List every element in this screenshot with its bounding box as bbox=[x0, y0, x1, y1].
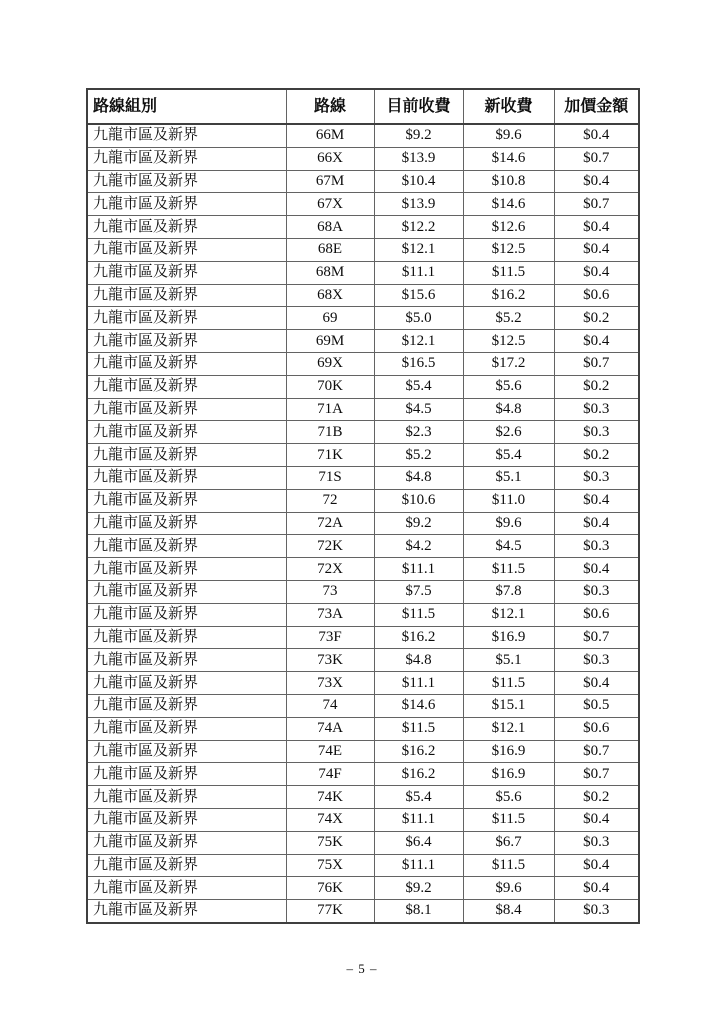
current-fare-cell: $16.5 bbox=[374, 352, 463, 375]
new-fare-cell: $14.6 bbox=[463, 147, 554, 170]
route-group-cell: 九龍市區及新界 bbox=[87, 900, 286, 923]
route-cell: 75K bbox=[286, 831, 374, 854]
current-fare-cell: $5.2 bbox=[374, 444, 463, 467]
route-cell: 71A bbox=[286, 398, 374, 421]
current-fare-cell: $7.5 bbox=[374, 580, 463, 603]
route-cell: 72A bbox=[286, 512, 374, 535]
route-cell: 73K bbox=[286, 649, 374, 672]
table-row bbox=[87, 649, 639, 672]
route-cell: 67X bbox=[286, 193, 374, 216]
increase-amount-cell: $0.4 bbox=[554, 124, 639, 147]
route-group-cell: 九龍市區及新界 bbox=[87, 170, 286, 193]
current-fare-cell: $2.3 bbox=[374, 421, 463, 444]
route-cell: 74F bbox=[286, 763, 374, 786]
current-fare-cell: $13.9 bbox=[374, 147, 463, 170]
route-group-cell: 九龍市區及新界 bbox=[87, 147, 286, 170]
route-group-cell: 九龍市區及新界 bbox=[87, 489, 286, 512]
new-fare-cell: $6.7 bbox=[463, 831, 554, 854]
table-row bbox=[87, 147, 639, 170]
new-fare-cell: $10.8 bbox=[463, 170, 554, 193]
increase-amount-cell: $0.4 bbox=[554, 238, 639, 261]
current-fare-cell: $4.8 bbox=[374, 649, 463, 672]
new-fare-cell: $4.8 bbox=[463, 398, 554, 421]
current-fare-cell: $8.1 bbox=[374, 900, 463, 923]
route-cell: 68A bbox=[286, 216, 374, 239]
route-group-cell: 九龍市區及新界 bbox=[87, 694, 286, 717]
table-row bbox=[87, 854, 639, 877]
route-cell: 73X bbox=[286, 672, 374, 695]
table-row bbox=[87, 216, 639, 239]
route-group-cell: 九龍市區及新界 bbox=[87, 307, 286, 330]
table-row bbox=[87, 124, 639, 147]
increase-amount-cell: $0.7 bbox=[554, 193, 639, 216]
new-fare-cell: $11.5 bbox=[463, 672, 554, 695]
current-fare-cell: $11.5 bbox=[374, 717, 463, 740]
current-fare-cell: $12.1 bbox=[374, 238, 463, 261]
new-fare-cell: $8.4 bbox=[463, 900, 554, 923]
new-fare-cell: $11.5 bbox=[463, 808, 554, 831]
route-group-cell: 九龍市區及新界 bbox=[87, 193, 286, 216]
route-cell: 69M bbox=[286, 330, 374, 353]
column-header-new-fare: 新收費 bbox=[463, 89, 554, 124]
route-group-cell: 九龍市區及新界 bbox=[87, 831, 286, 854]
table-row bbox=[87, 489, 639, 512]
current-fare-cell: $4.8 bbox=[374, 466, 463, 489]
increase-amount-cell: $0.3 bbox=[554, 831, 639, 854]
table-row bbox=[87, 900, 639, 923]
route-group-cell: 九龍市區及新界 bbox=[87, 352, 286, 375]
column-header-current-fare: 目前收費 bbox=[374, 89, 463, 124]
increase-amount-cell: $0.4 bbox=[554, 512, 639, 535]
route-group-cell: 九龍市區及新界 bbox=[87, 512, 286, 535]
new-fare-cell: $5.1 bbox=[463, 466, 554, 489]
route-group-cell: 九龍市區及新界 bbox=[87, 877, 286, 900]
route-cell: 77K bbox=[286, 900, 374, 923]
table-row bbox=[87, 717, 639, 740]
new-fare-cell: $16.2 bbox=[463, 284, 554, 307]
current-fare-cell: $15.6 bbox=[374, 284, 463, 307]
route-cell: 74K bbox=[286, 786, 374, 809]
new-fare-cell: $14.6 bbox=[463, 193, 554, 216]
current-fare-cell: $11.1 bbox=[374, 672, 463, 695]
page-number: – 5 – bbox=[346, 961, 378, 976]
current-fare-cell: $9.2 bbox=[374, 877, 463, 900]
new-fare-cell: $5.1 bbox=[463, 649, 554, 672]
current-fare-cell: $16.2 bbox=[374, 740, 463, 763]
current-fare-cell: $16.2 bbox=[374, 763, 463, 786]
new-fare-cell: $16.9 bbox=[463, 740, 554, 763]
table-row bbox=[87, 831, 639, 854]
route-group-cell: 九龍市區及新界 bbox=[87, 763, 286, 786]
increase-amount-cell: $0.6 bbox=[554, 603, 639, 626]
fare-table bbox=[86, 88, 640, 924]
new-fare-cell: $7.8 bbox=[463, 580, 554, 603]
current-fare-cell: $5.4 bbox=[374, 375, 463, 398]
new-fare-cell: $11.0 bbox=[463, 489, 554, 512]
increase-amount-cell: $0.4 bbox=[554, 808, 639, 831]
route-cell: 66M bbox=[286, 124, 374, 147]
table-row bbox=[87, 466, 639, 489]
current-fare-cell: $12.1 bbox=[374, 330, 463, 353]
table-row bbox=[87, 512, 639, 535]
fare-table-body bbox=[87, 124, 639, 923]
increase-amount-cell: $0.7 bbox=[554, 147, 639, 170]
route-cell: 75X bbox=[286, 854, 374, 877]
current-fare-cell: $4.5 bbox=[374, 398, 463, 421]
route-cell: 74 bbox=[286, 694, 374, 717]
increase-amount-cell: $0.3 bbox=[554, 535, 639, 558]
current-fare-cell: $11.1 bbox=[374, 558, 463, 581]
increase-amount-cell: $0.3 bbox=[554, 421, 639, 444]
route-cell: 74A bbox=[286, 717, 374, 740]
new-fare-cell: $15.1 bbox=[463, 694, 554, 717]
route-cell: 73 bbox=[286, 580, 374, 603]
route-cell: 72K bbox=[286, 535, 374, 558]
table-row bbox=[87, 877, 639, 900]
route-group-cell: 九龍市區及新界 bbox=[87, 421, 286, 444]
route-group-cell: 九龍市區及新界 bbox=[87, 238, 286, 261]
column-header-route: 路線 bbox=[286, 89, 374, 124]
table-row bbox=[87, 375, 639, 398]
new-fare-cell: $9.6 bbox=[463, 877, 554, 900]
table-row bbox=[87, 535, 639, 558]
table-row bbox=[87, 603, 639, 626]
current-fare-cell: $6.4 bbox=[374, 831, 463, 854]
route-cell: 71K bbox=[286, 444, 374, 467]
current-fare-cell: $5.4 bbox=[374, 786, 463, 809]
column-header-route-group: 路線組別 bbox=[87, 89, 286, 124]
new-fare-cell: $16.9 bbox=[463, 626, 554, 649]
route-group-cell: 九龍市區及新界 bbox=[87, 330, 286, 353]
table-row bbox=[87, 421, 639, 444]
route-group-cell: 九龍市區及新界 bbox=[87, 535, 286, 558]
table-row bbox=[87, 352, 639, 375]
route-group-cell: 九龍市區及新界 bbox=[87, 580, 286, 603]
new-fare-cell: $12.6 bbox=[463, 216, 554, 239]
table-row bbox=[87, 580, 639, 603]
new-fare-cell: $9.6 bbox=[463, 124, 554, 147]
route-cell: 76K bbox=[286, 877, 374, 900]
route-cell: 66X bbox=[286, 147, 374, 170]
table-row bbox=[87, 740, 639, 763]
route-group-cell: 九龍市區及新界 bbox=[87, 603, 286, 626]
new-fare-cell: $5.6 bbox=[463, 375, 554, 398]
route-group-cell: 九龍市區及新界 bbox=[87, 466, 286, 489]
route-cell: 71S bbox=[286, 466, 374, 489]
table-row bbox=[87, 444, 639, 467]
increase-amount-cell: $0.3 bbox=[554, 649, 639, 672]
new-fare-cell: $12.5 bbox=[463, 330, 554, 353]
table-row bbox=[87, 763, 639, 786]
route-group-cell: 九龍市區及新界 bbox=[87, 854, 286, 877]
increase-amount-cell: $0.2 bbox=[554, 444, 639, 467]
current-fare-cell: $9.2 bbox=[374, 124, 463, 147]
route-group-cell: 九龍市區及新界 bbox=[87, 558, 286, 581]
current-fare-cell: $11.1 bbox=[374, 808, 463, 831]
new-fare-cell: $16.9 bbox=[463, 763, 554, 786]
new-fare-cell: $5.6 bbox=[463, 786, 554, 809]
route-group-cell: 九龍市區及新界 bbox=[87, 284, 286, 307]
increase-amount-cell: $0.2 bbox=[554, 307, 639, 330]
increase-amount-cell: $0.3 bbox=[554, 466, 639, 489]
table-row bbox=[87, 170, 639, 193]
route-cell: 73A bbox=[286, 603, 374, 626]
route-cell: 74E bbox=[286, 740, 374, 763]
increase-amount-cell: $0.4 bbox=[554, 216, 639, 239]
new-fare-cell: $4.5 bbox=[463, 535, 554, 558]
increase-amount-cell: $0.3 bbox=[554, 580, 639, 603]
increase-amount-cell: $0.4 bbox=[554, 854, 639, 877]
current-fare-cell: $4.2 bbox=[374, 535, 463, 558]
increase-amount-cell: $0.2 bbox=[554, 375, 639, 398]
current-fare-cell: $14.6 bbox=[374, 694, 463, 717]
route-cell: 69X bbox=[286, 352, 374, 375]
column-header-increase-amount: 加價金額 bbox=[554, 89, 639, 124]
current-fare-cell: $11.1 bbox=[374, 854, 463, 877]
current-fare-cell: $9.2 bbox=[374, 512, 463, 535]
route-cell: 68M bbox=[286, 261, 374, 284]
route-group-cell: 九龍市區及新界 bbox=[87, 444, 286, 467]
new-fare-cell: $11.5 bbox=[463, 854, 554, 877]
increase-amount-cell: $0.6 bbox=[554, 284, 639, 307]
increase-amount-cell: $0.4 bbox=[554, 330, 639, 353]
new-fare-cell: $12.5 bbox=[463, 238, 554, 261]
route-cell: 73F bbox=[286, 626, 374, 649]
current-fare-cell: $13.9 bbox=[374, 193, 463, 216]
table-row bbox=[87, 261, 639, 284]
table-row bbox=[87, 193, 639, 216]
table-row bbox=[87, 238, 639, 261]
route-cell: 74X bbox=[286, 808, 374, 831]
increase-amount-cell: $0.4 bbox=[554, 877, 639, 900]
route-group-cell: 九龍市區及新界 bbox=[87, 375, 286, 398]
new-fare-cell: $9.6 bbox=[463, 512, 554, 535]
table-row bbox=[87, 558, 639, 581]
new-fare-cell: $11.5 bbox=[463, 261, 554, 284]
current-fare-cell: $16.2 bbox=[374, 626, 463, 649]
new-fare-cell: $17.2 bbox=[463, 352, 554, 375]
increase-amount-cell: $0.5 bbox=[554, 694, 639, 717]
route-cell: 70K bbox=[286, 375, 374, 398]
new-fare-cell: $5.2 bbox=[463, 307, 554, 330]
new-fare-cell: $5.4 bbox=[463, 444, 554, 467]
increase-amount-cell: $0.4 bbox=[554, 672, 639, 695]
route-group-cell: 九龍市區及新界 bbox=[87, 261, 286, 284]
route-group-cell: 九龍市區及新界 bbox=[87, 672, 286, 695]
increase-amount-cell: $0.2 bbox=[554, 786, 639, 809]
route-group-cell: 九龍市區及新界 bbox=[87, 216, 286, 239]
current-fare-cell: $11.1 bbox=[374, 261, 463, 284]
table-row bbox=[87, 398, 639, 421]
increase-amount-cell: $0.4 bbox=[554, 170, 639, 193]
increase-amount-cell: $0.7 bbox=[554, 352, 639, 375]
current-fare-cell: $10.4 bbox=[374, 170, 463, 193]
route-group-cell: 九龍市區及新界 bbox=[87, 786, 286, 809]
table-row bbox=[87, 672, 639, 695]
route-cell: 68E bbox=[286, 238, 374, 261]
route-cell: 68X bbox=[286, 284, 374, 307]
new-fare-cell: $12.1 bbox=[463, 603, 554, 626]
new-fare-cell: $12.1 bbox=[463, 717, 554, 740]
increase-amount-cell: $0.7 bbox=[554, 626, 639, 649]
current-fare-cell: $11.5 bbox=[374, 603, 463, 626]
current-fare-cell: $5.0 bbox=[374, 307, 463, 330]
table-row bbox=[87, 808, 639, 831]
increase-amount-cell: $0.4 bbox=[554, 558, 639, 581]
current-fare-cell: $10.6 bbox=[374, 489, 463, 512]
table-row bbox=[87, 786, 639, 809]
route-cell: 69 bbox=[286, 307, 374, 330]
route-group-cell: 九龍市區及新界 bbox=[87, 740, 286, 763]
route-group-cell: 九龍市區及新界 bbox=[87, 649, 286, 672]
increase-amount-cell: $0.7 bbox=[554, 763, 639, 786]
table-row bbox=[87, 626, 639, 649]
table-row bbox=[87, 284, 639, 307]
table-row bbox=[87, 330, 639, 353]
new-fare-cell: $2.6 bbox=[463, 421, 554, 444]
route-group-cell: 九龍市區及新界 bbox=[87, 626, 286, 649]
route-group-cell: 九龍市區及新界 bbox=[87, 717, 286, 740]
route-group-cell: 九龍市區及新界 bbox=[87, 398, 286, 421]
route-cell: 72 bbox=[286, 489, 374, 512]
route-cell: 67M bbox=[286, 170, 374, 193]
route-cell: 71B bbox=[286, 421, 374, 444]
increase-amount-cell: $0.3 bbox=[554, 900, 639, 923]
increase-amount-cell: $0.7 bbox=[554, 740, 639, 763]
route-cell: 72X bbox=[286, 558, 374, 581]
table-row bbox=[87, 307, 639, 330]
current-fare-cell: $12.2 bbox=[374, 216, 463, 239]
new-fare-cell: $11.5 bbox=[463, 558, 554, 581]
increase-amount-cell: $0.3 bbox=[554, 398, 639, 421]
increase-amount-cell: $0.6 bbox=[554, 717, 639, 740]
table-header-row bbox=[87, 89, 639, 124]
table-row bbox=[87, 694, 639, 717]
route-group-cell: 九龍市區及新界 bbox=[87, 124, 286, 147]
route-group-cell: 九龍市區及新界 bbox=[87, 808, 286, 831]
increase-amount-cell: $0.4 bbox=[554, 261, 639, 284]
increase-amount-cell: $0.4 bbox=[554, 489, 639, 512]
